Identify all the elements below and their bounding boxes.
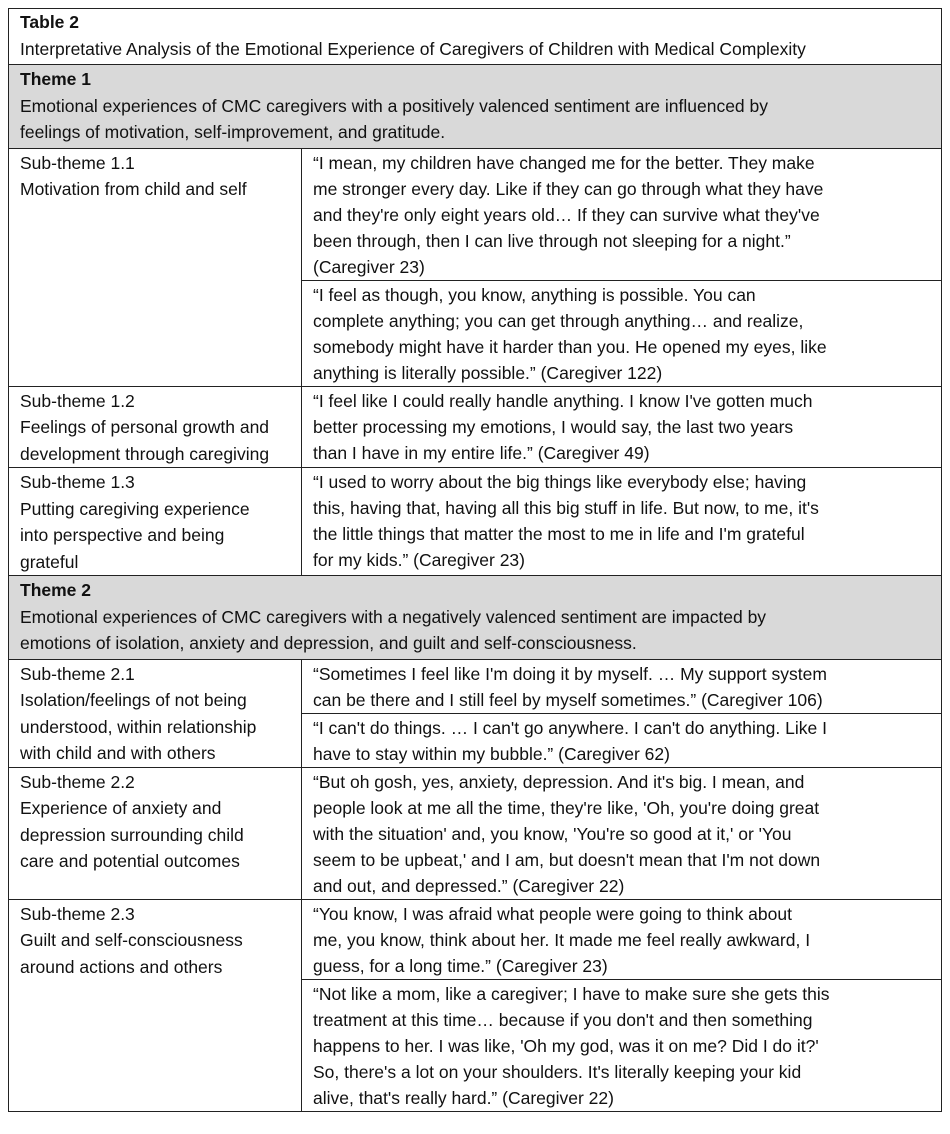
theme-description-line: Emotional experiences of CMC caregivers with a positively valenced sentiment are influenced by (20, 95, 769, 116)
subtheme-cell (9, 899, 302, 1111)
quote-cell (302, 713, 942, 767)
subtheme-row (9, 659, 942, 713)
subtheme-cell (9, 148, 302, 386)
quote-cell (302, 386, 942, 468)
theme-cell (9, 576, 942, 660)
subtheme-cell (9, 659, 302, 767)
subtheme-cell (9, 468, 302, 576)
quote-line: and they're only eight years old… If they can survive what they've (313, 204, 820, 225)
quote-line: me, you know, think about her. It made me feel really awkward, I (313, 929, 811, 950)
table-header-row (9, 9, 942, 65)
subtheme-title-line: Guilt and self-consciousness (20, 930, 243, 950)
subtheme-title-line: understood, within relationship (20, 716, 257, 737)
quote-line: complete anything; you can get through anything… and realize, (313, 310, 804, 331)
quote-line: “I feel like I could really handle anything. I know I've gotten much (313, 390, 813, 411)
quote-line: “I used to worry about the big things like everybody else; having (313, 472, 807, 492)
quote-line: and out, and depressed.” (Caregiver 22) (313, 875, 625, 896)
quote-line: with the situation' and, you know, 'You're so good at it,' or 'You (313, 823, 792, 844)
quote-cell (302, 468, 942, 576)
subtheme-title-line: development through caregiving (20, 443, 270, 464)
quote-line: can be there and I still feel by myself sometimes.” (Caregiver 106) (313, 689, 823, 710)
subtheme-cell (9, 767, 302, 899)
subtheme-label: Sub-theme 2.2 (20, 771, 135, 792)
subtheme-title-line: Experience of anxiety and (20, 798, 222, 818)
subtheme-row (9, 148, 942, 280)
subtheme-row (9, 386, 942, 468)
subtheme-title-line: Motivation from child and self (20, 179, 247, 199)
quote-line: guess, for a long time.” (Caregiver 23) (313, 955, 608, 976)
table-label: Table 2 (20, 12, 80, 32)
subtheme-label: Sub-theme 2.1 (20, 663, 135, 684)
quote-line: happens to her. I was like, 'Oh my god, was it on me? Did I do it?' (313, 1035, 819, 1056)
theme-row (9, 65, 942, 149)
quote-line: So, there's a lot on your shoulders. It's literally keeping your kid (313, 1061, 802, 1082)
subtheme-title-line: Isolation/feelings of not being (20, 690, 247, 710)
quote-line: better processing my emotions, I would say, the last two years (313, 416, 794, 437)
quote-line: “Not like a mom, like a caregiver; I have to make sure she gets this (313, 983, 830, 1004)
subtheme-title-line: Feelings of personal growth and (20, 417, 270, 437)
subtheme-label: Sub-theme 2.3 (20, 903, 135, 924)
quote-line: for my kids.” (Caregiver 23) (313, 550, 525, 570)
quote-line: “You know, I was afraid what people were going to think about (313, 903, 792, 924)
quote-line: the little things that matter the most to me in life and I'm grateful (313, 524, 805, 544)
quote-line: have to stay within my bubble.” (Caregiver 62) (313, 743, 670, 764)
theme-description-line: Emotional experiences of CMC caregivers with a negatively valenced sentiment are impacted by (20, 606, 767, 627)
quote-line: “I can't do things. … I can't go anywhere. I can't do anything. Like I (313, 717, 827, 738)
quote-cell (302, 979, 942, 1111)
theme-cell (9, 65, 942, 149)
quote-line: somebody might have it harder than you. He opened my eyes, like (313, 336, 827, 357)
subtheme-row (9, 899, 942, 979)
subtheme-title-line: care and potential outcomes (20, 851, 240, 871)
subtheme-cell (9, 386, 302, 468)
subtheme-label: Sub-theme 1.2 (20, 390, 135, 411)
table-title: Interpretative Analysis of the Emotional Experience of Caregivers of Children with Medical Complexity (20, 38, 806, 59)
subtheme-label: Sub-theme 1.3 (20, 472, 135, 492)
theme-label: Theme 1 (20, 69, 91, 89)
quote-line: than I have in my entire life.” (Caregiver 49) (313, 442, 650, 463)
subtheme-label: Sub-theme 1.1 (20, 152, 135, 173)
theme-row (9, 576, 942, 660)
document (8, 8, 942, 1112)
subtheme-title-line: grateful (20, 551, 79, 572)
subtheme-row (9, 468, 942, 576)
subtheme-title-line: around actions and others (20, 956, 223, 977)
theme-description-line: emotions of isolation, anxiety and depression, and guilt and self-consciousness. (20, 633, 637, 653)
quote-line: me stronger every day. Like if they can go through what they have (313, 178, 824, 199)
quote-line: treatment at this time… because if you don't and then something (313, 1009, 813, 1030)
results-table (8, 8, 942, 1112)
quote-line: seem to be upbeat,' and I am, but doesn't mean that I'm not down (313, 849, 821, 870)
subtheme-title-line: with child and with others (20, 743, 216, 763)
quote-line: “I mean, my children have changed me for the better. They make (313, 152, 815, 173)
subtheme-title-line: depression surrounding child (20, 824, 244, 845)
quote-line: (Caregiver 23) (313, 256, 425, 277)
quote-cell (302, 659, 942, 713)
quote-line: “I feel as though, you know, anything is possible. You can (313, 284, 756, 305)
quote-line: anything is literally possible.” (Caregiver 122) (313, 362, 663, 383)
quote-line: been through, then I can live through not sleeping for a night.” (313, 230, 791, 251)
subtheme-row (9, 767, 942, 899)
theme-label: Theme 2 (20, 580, 91, 600)
quote-line: “But oh gosh, yes, anxiety, depression. And it's big. I mean, and (313, 771, 805, 792)
table-header-cell (9, 9, 942, 65)
quote-line: this, having that, having all this big stuff in life. But now, to me, it's (313, 498, 819, 518)
subtheme-title-line: into perspective and being (20, 525, 225, 545)
table-body (9, 9, 942, 1112)
quote-cell (302, 280, 942, 386)
subtheme-title-line: Putting caregiving experience (20, 498, 250, 519)
quote-line: people look at me all the time, they're like, 'Oh, you're doing great (313, 797, 820, 818)
quote-line: alive, that's really hard.” (Caregiver 22) (313, 1087, 614, 1108)
theme-description-line: feelings of motivation, self-improvement, and gratitude. (20, 122, 446, 142)
quote-line: “Sometimes I feel like I'm doing it by myself. … My support system (313, 663, 827, 684)
quote-cell (302, 148, 942, 280)
quote-cell (302, 767, 942, 899)
quote-cell (302, 899, 942, 979)
